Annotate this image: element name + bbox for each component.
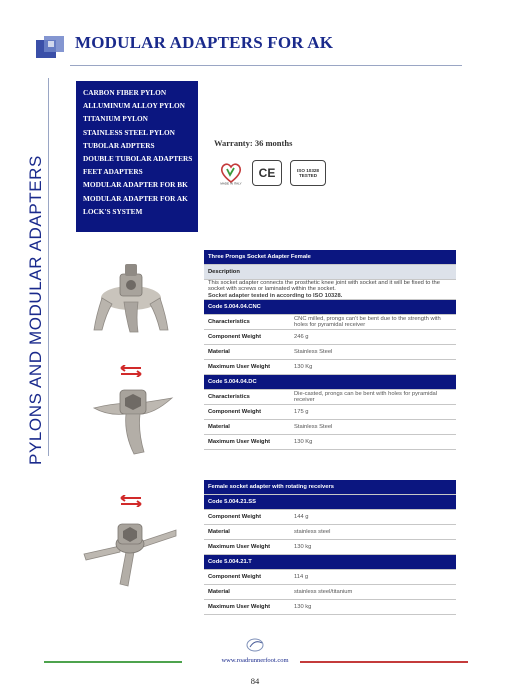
certification-row [218,160,326,186]
spec-label: Characteristics [204,390,290,405]
page-title: MODULAR ADAPTERS FOR AK [75,33,334,52]
rotating-receivers-spec-table [204,480,456,615]
spec-label: Maximum User Weight [204,540,290,555]
side-divider [48,78,49,456]
spec-value: 130 kg [290,600,456,615]
spec-value: stainless steel/titanium [290,585,456,600]
spec-label: Component Weight [204,330,290,345]
three-prongs-dc-adapter-image [88,380,178,456]
menu-item-tubular-adapters[interactable]: TUBOLAR ADPTERS [83,140,155,150]
spec-value: 130 Kg [290,435,456,450]
spec-value: 114 g [290,570,456,585]
spec-value: CNC milled, prongs can't be bent due to the strength with holes for pyramidal receiver [290,315,456,330]
menu-item-aluminum-alloy-pylon[interactable]: ALLUMINUM ALLOY PYLON [83,101,185,111]
spec-label: Maximum User Weight [204,360,290,375]
spec-label: Component Weight [204,510,290,525]
product-code: Code 5.004.21.T [204,555,456,570]
spec-value: Stainless Steel [290,420,456,435]
three-prongs-cnc-adapter-image [90,258,172,334]
menu-item-double-tubular-adapters[interactable]: DOUBLE TUBOLAR ADAPTERS [83,154,193,164]
svg-text:MADE IN ITALY: MADE IN ITALY [220,181,242,185]
menu-item-titanium-pylon[interactable]: TITANIUM PYLON [83,114,148,124]
spec-label: Maximum User Weight [204,600,290,615]
spec-value: Stainless Steel [290,345,456,360]
description-text: This socket adapter connects the prosthetic knee joint with socket and it will be fixed to the socket with screws or laminated within the socket. [208,280,441,293]
header-divider [70,65,462,66]
spec-value: 130 kg [290,540,456,555]
iso-tested-badge: ISO 10328 TESTED [290,160,326,186]
spec-value: 175 g [290,405,456,420]
rotation-arrow-icon [116,365,146,377]
spec-label: Material [204,420,290,435]
spec-label: Component Weight [204,570,290,585]
spec-label: Material [204,585,290,600]
rotation-arrow-icon [116,495,146,507]
spec-value: Die-casted, prongs can be bent with holes for pyramidal receiver [290,390,456,405]
ce-mark: CE [252,160,282,186]
menu-item-modular-adapter-ak[interactable]: MODULAR ADAPTER FOR AK [83,193,188,203]
spec-label: Material [204,345,290,360]
product-code: Code 5.004.04.CNC [204,300,456,315]
menu-item-carbon-fiber-pylon[interactable]: CARBON FIBER PYLON [83,88,167,97]
category-menu [76,81,198,232]
section-title: Female socket adapter with rotating receivers [204,480,456,495]
menu-item-modular-adapter-bk[interactable]: MODULAR ADAPTER FOR BK [83,180,188,190]
spec-value: 144 g [290,510,456,525]
description-cell [204,280,456,300]
spec-label: Maximum User Weight [204,435,290,450]
menu-item-feet-adapters[interactable]: FEET ADAPTERS [83,167,143,177]
menu-item-locks-system[interactable]: LOCK'S SYSTEM [83,206,143,216]
spec-label: Component Weight [204,405,290,420]
footer-divider-left [44,661,182,663]
company-logo-icon [36,36,64,58]
description-label: Description [204,265,456,280]
spec-label: Material [204,525,290,540]
three-prongs-spec-table [204,250,456,450]
section-title: Three Prongs Socket Adapter Female [204,250,456,265]
footer-divider-right [300,661,468,663]
side-section-title: PYLONS AND MODULAR ADAPTERS [26,155,45,465]
product-code: Code 5.004.21.SS [204,495,456,510]
menu-item-stainless-steel-pylon[interactable]: STAINLESS STEEL PYLON [83,127,175,137]
description-note: Socket adapter tested in according to ISO 10328. [208,292,343,299]
footer-logo-icon [240,637,270,653]
page-number: 84 [250,676,260,686]
spec-value: 130 Kg [290,360,456,375]
rotating-receivers-adapter-image [80,510,180,588]
spec-value: stainless steel [290,525,456,540]
footer-website-link[interactable]: www.roadrunnerfoot.com [221,657,289,664]
product-code: Code 5.004.04.DC [204,375,456,390]
spec-label: Characteristics [204,315,290,330]
spec-value: 246 g [290,330,456,345]
made-in-italy-icon [218,161,244,185]
warranty-text: Warranty: 36 months [214,138,293,148]
